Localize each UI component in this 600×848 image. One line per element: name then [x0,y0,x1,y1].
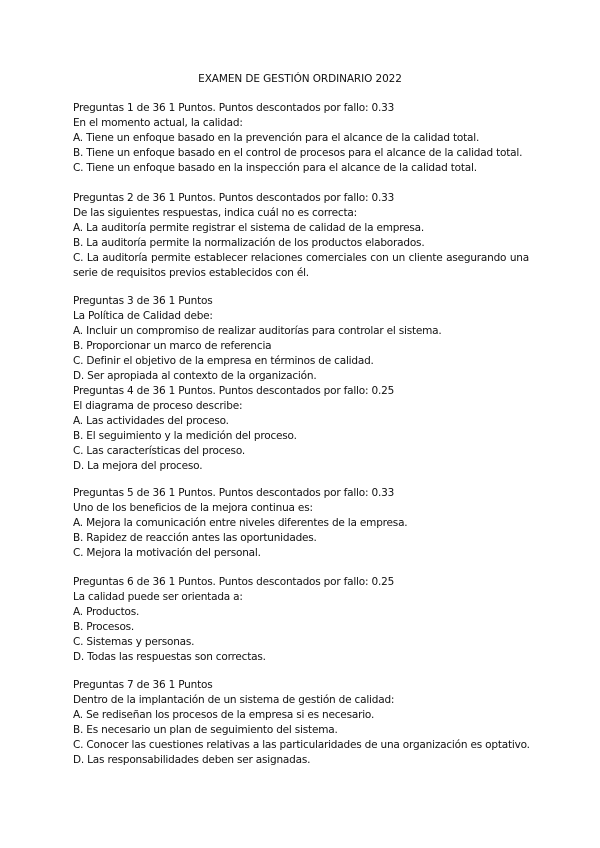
answer-option: B. Tiene un enfoque basado en el control de procesos para el alcance de la calidad total. [73,147,523,159]
answer-option: C. Sistemas y personas. [73,636,195,648]
question-block-3 [73,294,529,384]
question-block-6 [73,575,529,665]
question-prompt: De las siguientes respuestas, indica cuál no es correcta: [73,207,357,219]
answer-option: A. Las actividades del proceso. [73,415,229,427]
answer-option: D. Ser apropiada al contexto de la organización. [73,370,317,382]
question-header: Preguntas 7 de 36 1 Puntos [73,679,213,691]
question-header: Preguntas 2 de 36 1 Puntos. Puntos descontados por fallo: 0.33 [73,192,395,204]
answer-option: B. Es necesario un plan de seguimiento del sistema. [73,724,338,736]
document-title: EXAMEN DE GESTIÓN ORDINARIO 2022 [198,73,402,85]
answer-option: B. Rapidez de reacción antes las oportunidades. [73,532,317,544]
answer-option: B. Procesos. [73,621,135,633]
question-prompt: Dentro de la implantación de un sistema de gestión de calidad: [73,694,395,706]
question-header: Preguntas 6 de 36 1 Puntos. Puntos descontados por fallo: 0.25 [73,576,395,588]
question-block-5 [73,486,529,561]
answer-option: D. Todas las respuestas son correctas. [73,651,266,663]
question-block-1 [73,101,529,176]
answer-option: B. El seguimiento y la medición del proceso. [73,430,297,442]
question-header: Preguntas 3 de 36 1 Puntos [73,295,213,307]
question-prompt: La calidad puede ser orientada a: [73,591,243,603]
question-prompt: La Política de Calidad debe: [73,310,213,322]
answer-option: B. La auditoría permite la normalización de los productos elaborados. [73,237,425,249]
answer-option: A. Productos. [73,606,140,618]
answer-option: A. Tiene un enfoque basado en la prevención para el alcance de la calidad total. [73,132,480,144]
question-block-2 [73,191,529,281]
answer-option: C. Mejora la motivación del personal. [73,547,261,559]
question-prompt: En el momento actual, la calidad: [73,117,243,129]
answer-option: C. Conocer las cuestiones relativas a las particularidades de una organización es optativo. [73,739,530,751]
answer-option: A. La auditoría permite registrar el sistema de calidad de la empresa. [73,222,425,234]
answer-option: D. Las responsabilidades deben ser asignadas. [73,754,311,766]
answer-option: C. Tiene un enfoque basado en la inspección para el alcance de la calidad total. [73,162,477,174]
answer-option: A. Mejora la comunicación entre niveles diferentes de la empresa. [73,517,408,529]
answer-option: C. La auditoría permite establecer relaciones comerciales con un cliente asegurando una serie de requisitos previos establecidos con él. [73,252,529,279]
question-prompt: Uno de los beneficios de la mejora continua es: [73,502,313,514]
answer-option: C. Definir el objetivo de la empresa en términos de calidad. [73,355,374,367]
question-block-4 [73,384,529,474]
question-block-7 [73,678,529,768]
answer-option: A. Se rediseñan los procesos de la empresa si es necesario. [73,709,375,721]
question-header: Preguntas 1 de 36 1 Puntos. Puntos descontados por fallo: 0.33 [73,102,395,114]
answer-option: D. La mejora del proceso. [73,460,203,472]
question-prompt: El diagrama de proceso describe: [73,400,243,412]
answer-option: A. Incluir un compromiso de realizar auditorías para controlar el sistema. [73,325,442,337]
answer-option: C. Las características del proceso. [73,445,245,457]
question-header: Preguntas 4 de 36 1 Puntos. Puntos descontados por fallo: 0.25 [73,385,395,397]
answer-option: B. Proporcionar un marco de referencia [73,340,272,352]
question-header: Preguntas 5 de 36 1 Puntos. Puntos descontados por fallo: 0.33 [73,487,395,499]
